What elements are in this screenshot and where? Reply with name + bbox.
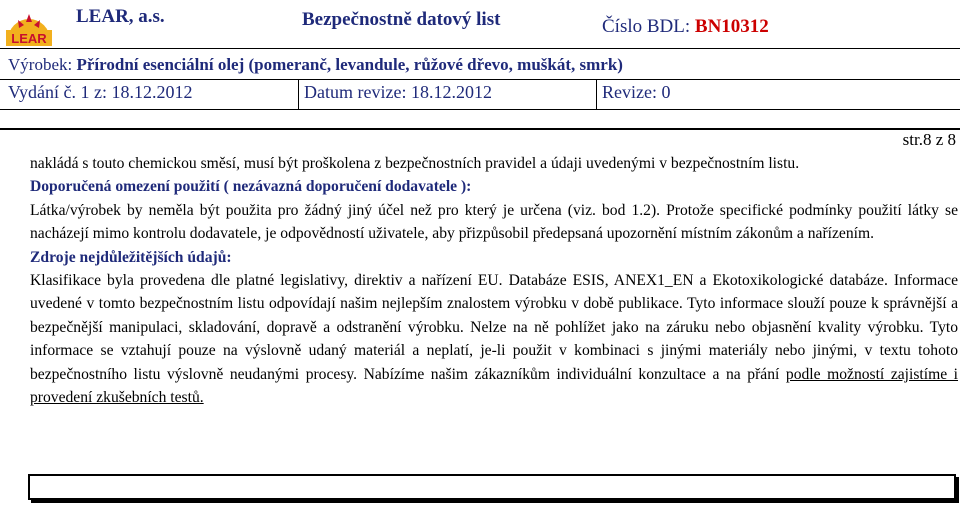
column-divider [298,80,299,109]
column-divider [596,80,597,109]
company-name: LEAR, a.s. [76,6,165,27]
bdl-code: BN10312 [694,16,769,37]
header-divider [0,79,960,80]
product-label: Výrobek: [8,55,77,74]
document-body [30,152,958,409]
bdl-number [602,16,769,38]
footer-box [28,474,956,500]
revision-date: Datum revize: 18.12.2012 [304,82,492,102]
paragraph: nakládá s touto chemickou směsí, musí být proškolena z bezpečnostních pravidel a údaji uvedenými v bezpečnostním listu. [30,155,800,172]
underlined-text: podle možností zajistíme i provedení zkušebních testů. [30,365,959,407]
document-type: Bezpečnostně datový list [302,9,501,30]
lear-logo [4,6,54,50]
section-heading: Doporučená omezení použití ( nezávazná doporučení dodavatele ): [30,178,472,196]
paragraph-text: Klasifikace byla provedena dle platné legislativy, direktiv a nařízení EU. Databáze ESIS, ANEX1_EN a Ekotoxikologické databáze. Informace uvedené v tomto bezpečnostním listu odpovídají našim nejlepším znalostem výrobku v době publikace. Tyto informace slouží pouze k správnější a bezpečnější manipulaci, skladování, dopravě a odstranění výrobku. Nelze na ně pohlížet jako na záruku nebo objasnění kvality výrobku. Tyto informace se vztahují pouze na výslovně udaný materiál a neplatí, je-li použit v kombinaci s jinými materiály nebo jinými, v textu tohoto bezpečnostního listu výslovně neudanými procesy. Nabízíme našim zákazníkům individuální konzultace a na přání [30,272,958,383]
revision-number: Revize: 0 [602,82,671,102]
page-number: str.8 z 8 [902,130,956,149]
paragraph: Látka/výrobek by neměla být použita pro žádný jiný účel než pro který je určena (viz. bod 1.2). Protože specifické podmínky použití látky se nacházejí mimo kontrolu dodavatele, je odpovědností uživatele, aby přizpůsobil předepsaná upozornění místním zákonům a nařízením. [30,201,958,243]
section-heading: Zdroje nejdůležitějších údajů: [30,248,232,266]
header-divider [0,109,960,110]
product-value: Přírodní esenciální olej (pomeranč, levandule, růžové dřevo, muškát, smrk) [76,55,623,74]
logo-text: LEAR [11,31,47,46]
paragraph [30,269,958,409]
document-header [0,0,960,130]
product-line [8,55,623,75]
header-divider [0,48,960,49]
bdl-label: Číslo BDL: [602,16,695,37]
issue-number: Vydání č. 1 z: 18.12.2012 [8,82,193,102]
